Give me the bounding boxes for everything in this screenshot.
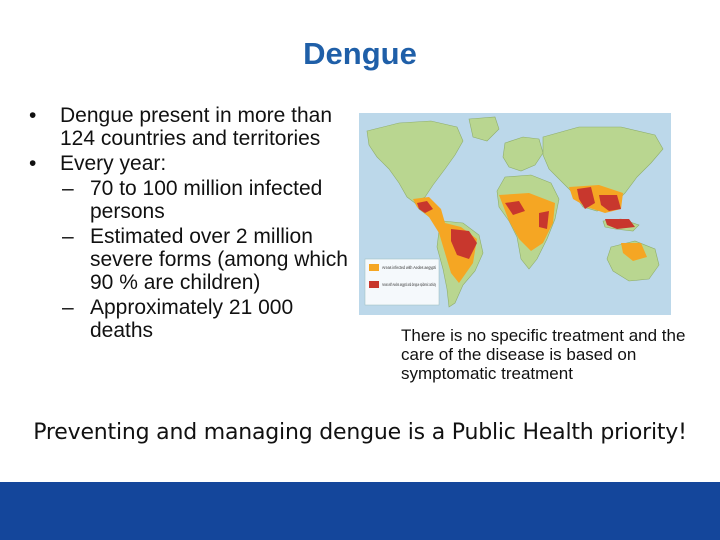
legend-label-epidemic: Areas with Aedes aegypti and dengue epidemic activity (382, 282, 437, 287)
legend-swatch-epidemic (369, 281, 379, 288)
treatment-note: There is no specific treatment and the care of the disease is based on symptomatic treatment (401, 326, 686, 383)
bullet-list (26, 104, 361, 344)
dash-marker: – (62, 296, 74, 319)
dash-marker: – (62, 177, 74, 200)
dash-marker: – (62, 225, 74, 248)
sub-bullet-text: 70 to 100 million infected persons (90, 177, 323, 223)
dengue-world-map (359, 113, 671, 315)
sub-bullet-deaths (26, 296, 361, 342)
sub-bullet-text: Estimated over 2 million severe forms (among which 90 % are children) (90, 225, 348, 294)
bullet-every-year: • Every year: (26, 152, 361, 175)
sub-bullet-text: Approximately 21 000 deaths (90, 296, 294, 342)
legend-label-aegypti: Areas infected with Aedes aegypti (382, 265, 437, 270)
priority-statement: Preventing and managing dengue is a Public Health priority! (33, 420, 687, 445)
bullet-countries: • Dengue present in more than 124 countries and territories (26, 104, 361, 150)
legend-swatch-aegypti (369, 264, 379, 271)
footer-bar (0, 482, 720, 540)
slide-title: Dengue (303, 36, 417, 71)
sub-bullet-infected (26, 177, 361, 223)
sub-bullet-severe (26, 225, 361, 294)
